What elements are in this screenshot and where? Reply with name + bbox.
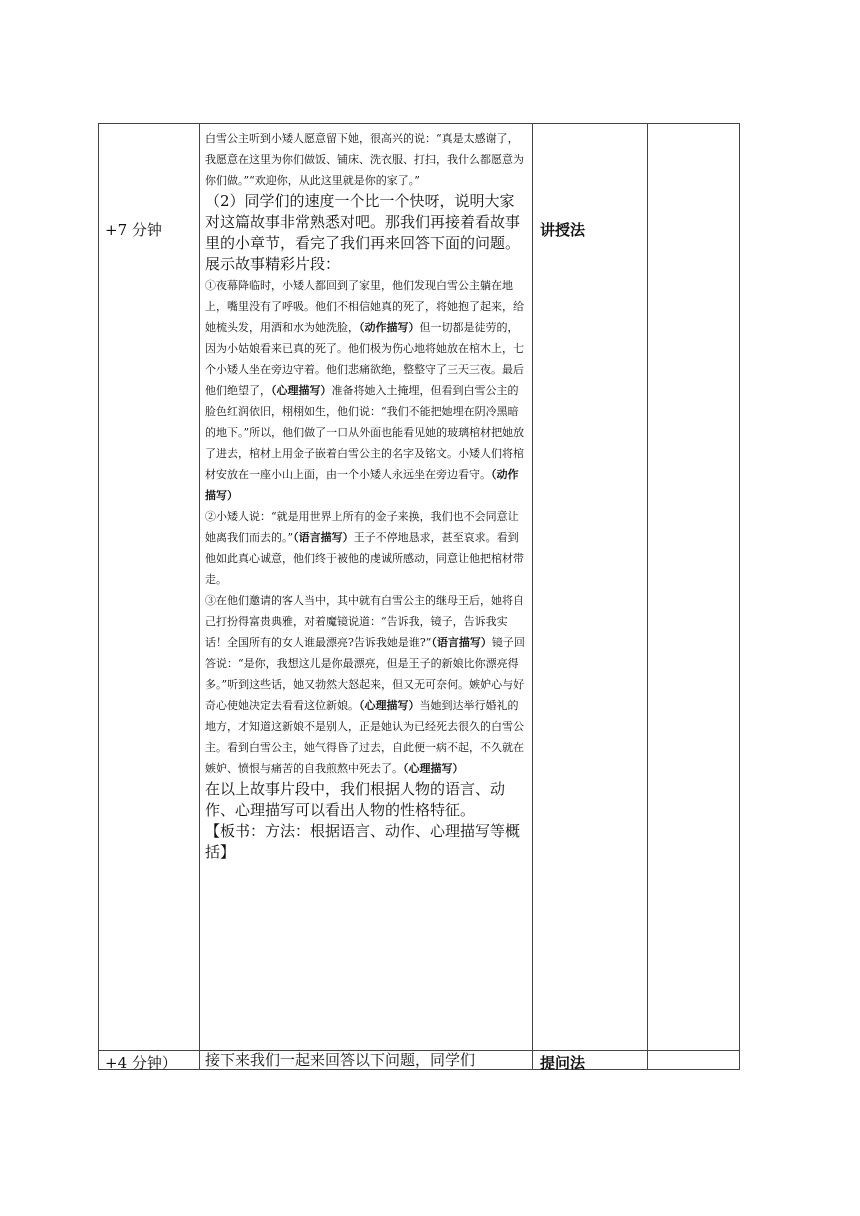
time-cell: +7 分钟 xyxy=(105,221,162,239)
tag-action: （动作描写） xyxy=(359,321,420,334)
tag-language: （语言描写） xyxy=(431,636,492,649)
story-paragraph: 白雪公主听到小矮人愿意留下她，很高兴的说：“真是太感谢了，我愿意在这里为你们做饭、铺床、洗衣服、打扫，我什么都愿意为你们做。”“欢迎你，从此这里就是你的家了。” xyxy=(205,132,524,187)
section-heading: 展示故事精彩片段： xyxy=(205,255,341,273)
tag-psychology: （心理描写） xyxy=(403,762,464,775)
story-excerpt-3: ③在他们邀请的客人当中，其中就有白雪公主的继母王后，她将自己打扮得富贵典雅，对着魔镜说道：“告诉我，镜子，告诉我实话！全国所有的女人谁最漂亮?告诉我她是谁?”（语言描写）镜子回答说：“是你，我想这儿是你最漂亮，但是王子的新娘比你漂亮得多。”听到这些话，她又勃然大怒起来，但又无可奈何。嫉妒心与好奇心使她决定去看看这位新娘。（心理描写）当她到达举行婚礼的地方，才知道这新娘不是别人，正是她认为已经死去很久的白雪公主。看到白雪公主，她气得昏了过去，自此便一病不起，不久就在嫉妒、愤恨与痛苦的自我煎熬中死去了。（心理描写） xyxy=(205,594,525,775)
method-cell: 提问法 xyxy=(540,1054,586,1072)
tag-psychology: （心理描写） xyxy=(271,384,332,397)
lesson-plan-table xyxy=(98,123,740,1070)
column-divider xyxy=(647,124,648,1069)
blackboard-note: 【板书：方法：根据语言、动作、心理描写等概括】 xyxy=(205,822,521,861)
tag-psychology: （心理描写） xyxy=(359,699,420,712)
summary-paragraph: 在以上故事片段中，我们根据人物的语言、动作、心理描写可以看出人物的性格特征。 xyxy=(205,780,506,819)
story-excerpt-2: ②小矮人说：“就是用世界上所有的金子来换，我们也不会同意让她离我们而去的。”（语言描写）王子不停地恳求，甚至哀求。看到他如此真心诚意，他们终于被他的虔诚所感动，同意让他把棺材带走。 xyxy=(205,510,524,586)
tag-language: （语言描写） xyxy=(293,531,354,544)
tag-action: （动作描写） xyxy=(205,468,519,502)
content-cell xyxy=(205,128,529,863)
column-divider xyxy=(532,124,533,1069)
instruction-paragraph: （2）同学们的速度一个比一个快呀，说明大家对这篇故事非常熟悉对吧。那我们再接着看故事里的小章节，看完了我们再来回答下面的问题。 xyxy=(205,192,521,252)
story-excerpt-1: ①夜幕降临时，小矮人都回到了家里，他们发现白雪公主躺在地上，嘴里没有了呼吸。他们不相信她真的死了，将她抱了起来，给她梳头发，用酒和水为她洗脸，（动作描写）但一切都是徒劳的，因为小姑娘看来已真的死了。他们极为伤心地将她放在棺木上，七个小矮人坐在旁边守着。他们悲痛欲绝，整整守了三天三夜。最后他们绝望了，（心理描写）准备将她入土掩埋，但看到白雪公主的脸色红润依旧，栩栩如生，他们说：“我们不能把她埋在阴冷黑暗的地下。”所以，他们做了一口从外面也能看见她的玻璃棺材把她放了进去，棺材上用金子嵌着白雪公主的名字及铭文。小矮人们将棺材安放在一座小山上面，由一个小矮人永远坐在旁边看守。（动作描写） xyxy=(205,279,525,502)
question-intro: 接下来我们一起来回答以下问题，同学们 xyxy=(205,1051,476,1069)
time-cell: +4 分钟） xyxy=(105,1054,177,1072)
column-divider xyxy=(199,124,200,1069)
content-cell xyxy=(205,1050,529,1071)
method-cell: 讲授法 xyxy=(540,221,586,239)
